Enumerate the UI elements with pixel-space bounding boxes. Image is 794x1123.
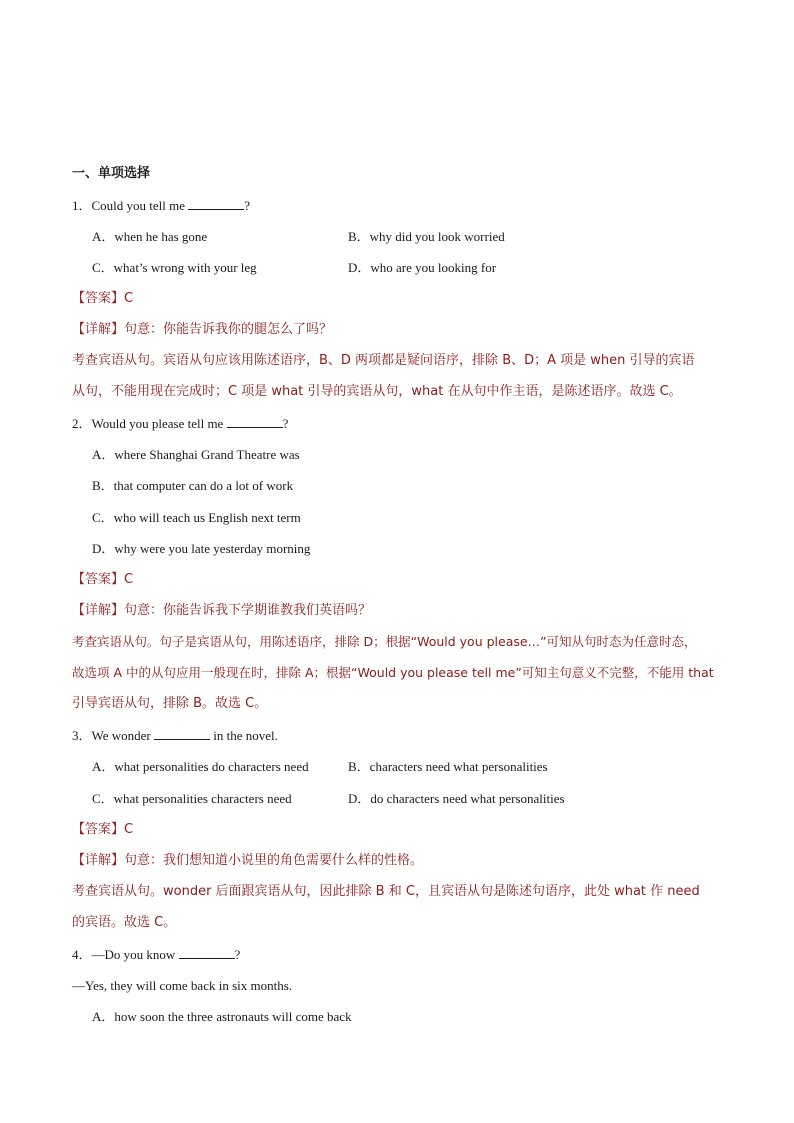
explanation-line: 考查宾语从句。wonder 后面跟宾语从句，因此排除 B 和 C，且宾语从句是陈述句语序，此处 what 作 need bbox=[72, 884, 700, 899]
explanation-line: 引导宾语从句，排除 B。故选 C。 bbox=[72, 696, 268, 711]
answer-tag: 【答案】 bbox=[72, 822, 125, 837]
explanation-line: 的宾语。故选 C。 bbox=[72, 915, 177, 930]
question-number: 4． bbox=[72, 947, 92, 962]
option-d: D．who are you looking for bbox=[348, 260, 497, 275]
option-b: B．characters need what personalities bbox=[348, 759, 548, 774]
explanation-line: 考查宾语从句。宾语从句应该用陈述语序，B、D 两项都是疑问语序，排除 B、D；A 项是 when 引导的宾语 bbox=[72, 353, 695, 368]
section-title: 一、单项选择 bbox=[72, 166, 151, 181]
detail-tag: 【详解】 bbox=[72, 322, 125, 337]
option-a: A．what personalities do characters need bbox=[92, 759, 309, 774]
question-4-stem: 4．—Do you know ? bbox=[72, 947, 241, 962]
answer-blank bbox=[154, 726, 210, 740]
detail-line bbox=[72, 601, 734, 621]
question-number: 1． bbox=[72, 198, 92, 213]
question-number: 2． bbox=[72, 416, 92, 431]
answer-blank bbox=[188, 196, 244, 210]
answer-value: C bbox=[124, 822, 134, 837]
answer-line bbox=[72, 570, 734, 590]
meaning-text: 句意：你能告诉我下学期谁教我们英语吗？ bbox=[124, 603, 372, 618]
answer-tag: 【答案】 bbox=[72, 572, 125, 587]
explanation-line: 从句，不能用现在完成时；C 项是 what 引导的宾语从句，what 在从句中作主语，是陈述语序。故选 C。 bbox=[72, 384, 682, 399]
question-stem-text: Could you tell me bbox=[91, 198, 186, 213]
meaning-text: 句意：你能告诉我你的腿怎么了吗？ bbox=[124, 322, 333, 337]
answer-blank bbox=[179, 945, 235, 959]
question-2-stem: 2．Would you please tell me ? bbox=[72, 416, 289, 431]
question-stem-text: Would you please tell me bbox=[91, 416, 224, 431]
option-c: C．what personalities characters need bbox=[92, 791, 292, 806]
explanation-line: 故选项 A 中的从句应用一般现在时，排除 A；根据“Would you please tell me”可知主句意义不完整，不能用 that bbox=[72, 665, 714, 680]
option-b: B．that computer can do a lot of work bbox=[92, 478, 294, 493]
detail-tag: 【详解】 bbox=[72, 853, 125, 868]
detail-line bbox=[72, 851, 734, 871]
question-4-reply: —Yes, they will come back in six months. bbox=[72, 978, 293, 993]
explanation-line: 考查宾语从句。句子是宾语从句，用陈述语序，排除 D；根据“Would you please…”可知从句时态为任意时态， bbox=[72, 634, 697, 649]
answer-value: C bbox=[124, 572, 134, 587]
question-3-stem: 3．We wonder in the novel. bbox=[72, 728, 278, 743]
question-1-stem: 1．Could you tell me ? bbox=[72, 198, 251, 213]
answer-line bbox=[72, 820, 734, 840]
question-stem-text: —Do you know bbox=[91, 947, 176, 962]
option-d: D．do characters need what personalities bbox=[348, 791, 565, 806]
option-c: C．who will teach us English next term bbox=[92, 510, 301, 525]
option-a: A．how soon the three astronauts will come back bbox=[92, 1009, 352, 1024]
option-a: A．when he has gone bbox=[92, 229, 208, 244]
question-stem-text: We wonder bbox=[91, 728, 151, 743]
option-a: A．where Shanghai Grand Theatre was bbox=[92, 447, 300, 462]
question-number: 3． bbox=[72, 728, 92, 743]
meaning-text: 句意：我们想知道小说里的角色需要什么样的性格。 bbox=[124, 853, 424, 868]
answer-value: C bbox=[124, 291, 134, 306]
answer-line bbox=[72, 289, 734, 309]
answer-blank bbox=[227, 414, 283, 428]
option-d: D．why were you late yesterday morning bbox=[92, 541, 311, 556]
detail-line bbox=[72, 320, 734, 340]
option-c: C．what’s wrong with your leg bbox=[92, 260, 257, 275]
answer-tag: 【答案】 bbox=[72, 291, 125, 306]
detail-tag: 【详解】 bbox=[72, 603, 125, 618]
option-b: B．why did you look worried bbox=[348, 229, 505, 244]
